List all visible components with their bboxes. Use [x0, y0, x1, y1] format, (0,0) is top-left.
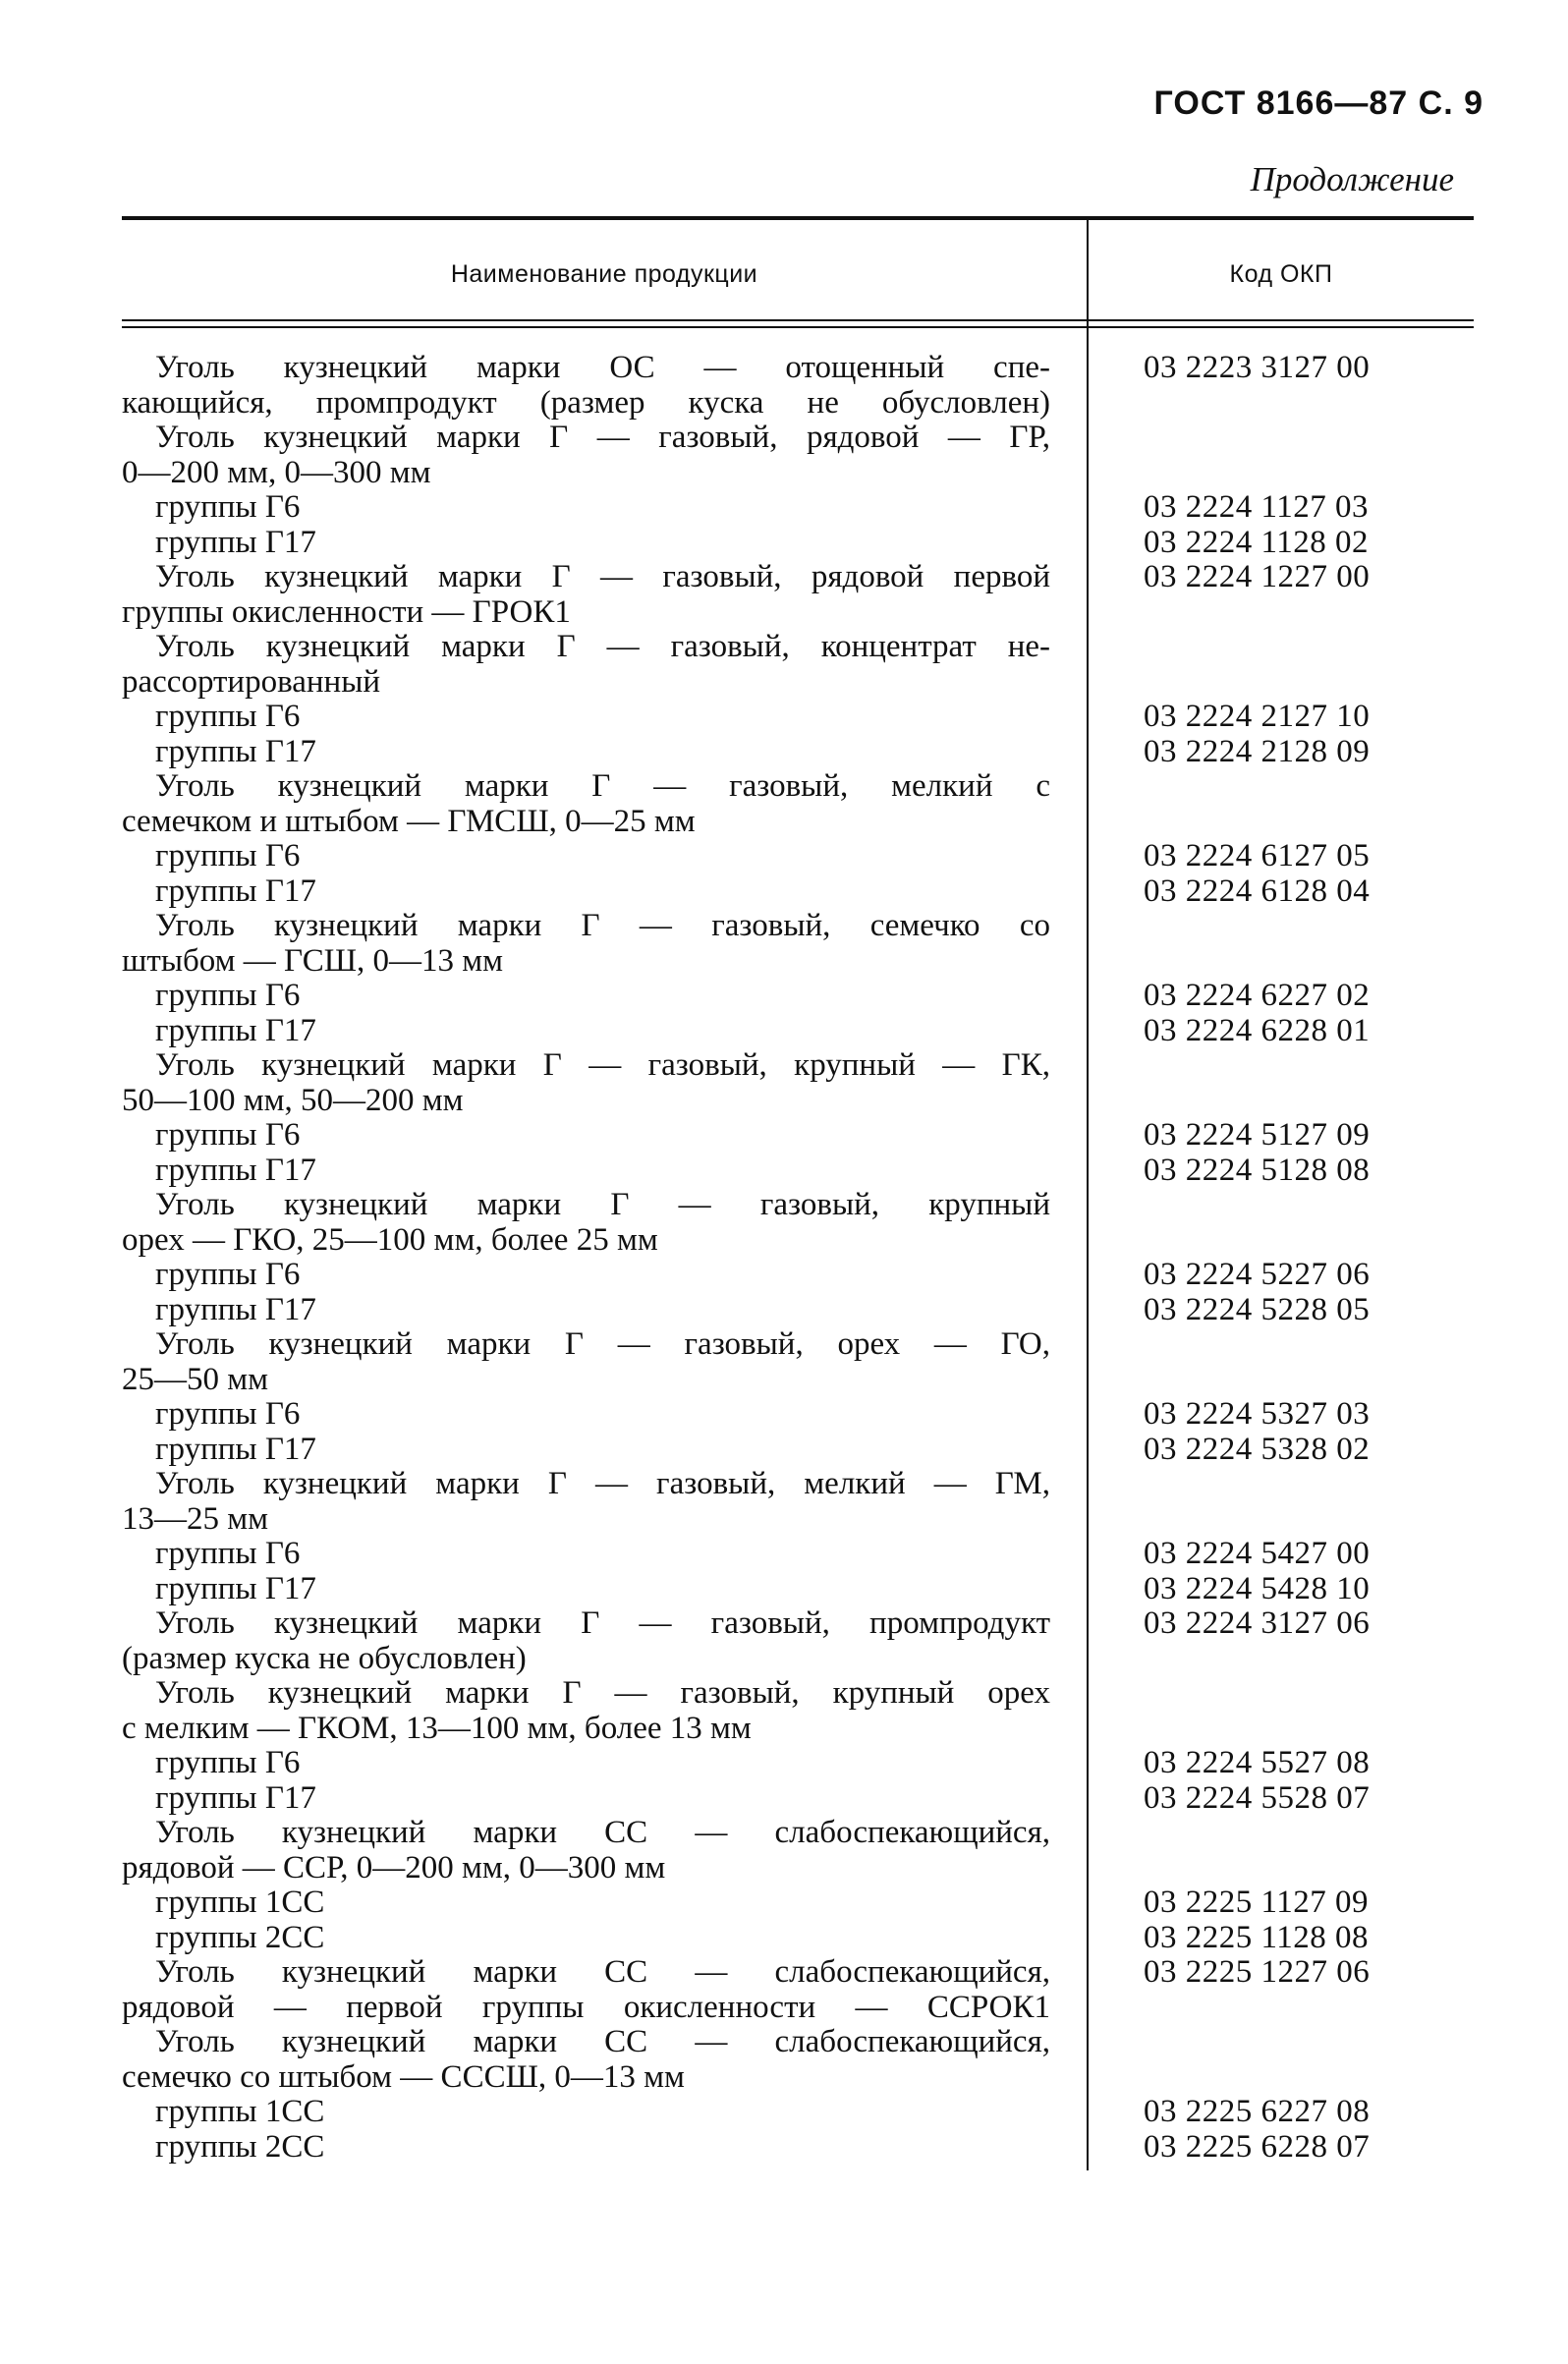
product-name-line: группы Г6	[155, 699, 301, 734]
okp-code: 03 2224 5127 09	[1144, 1117, 1371, 1153]
product-name-line: группы 2СС	[155, 1919, 325, 1955]
product-name-line: группы 1СС	[155, 2094, 325, 2129]
product-name-line: рядовой — ССР, 0—200 мм, 0—300 мм	[122, 1849, 666, 1886]
product-name-line: рассортированный	[122, 663, 381, 700]
column-header-code: Код ОКП	[1229, 260, 1333, 288]
product-name-line: с мелким — ГКОМ, 13—100 мм, более 13 мм	[122, 1710, 752, 1746]
okp-code: 03 2224 6127 05	[1144, 838, 1371, 873]
product-name-line: Уголь кузнецкий марки Г — газовый, мелкий — ГМ,	[155, 1466, 1050, 1501]
product-name-line: Уголь кузнецкий марки Г — газовый, крупный орех	[155, 1675, 1050, 1711]
product-name-line: Уголь кузнецкий марки Г — газовый, рядовой первой	[155, 559, 1050, 594]
table-header-rule	[122, 326, 1474, 328]
product-name-line: группы Г17	[155, 1291, 316, 1327]
okp-code: 03 2224 5327 03	[1144, 1396, 1371, 1432]
product-name-line: Уголь кузнецкий марки Г — газовый, промпродукт	[155, 1605, 1050, 1641]
table-header-rule	[122, 319, 1474, 321]
okp-code: 03 2224 5128 08	[1144, 1152, 1371, 1188]
product-name-line: Уголь кузнецкий марки СС — слабоспекающийся,	[155, 1815, 1050, 1850]
column-divider	[1087, 218, 1089, 2170]
product-name-line: 25—50 мм	[122, 1361, 269, 1397]
product-name-line: 50—100 мм, 50—200 мм	[122, 1082, 464, 1118]
okp-code: 03 2224 5427 00	[1144, 1536, 1371, 1571]
product-name-line: группы Г17	[155, 1431, 316, 1467]
product-name-line: группы окисленности — ГРОК1	[122, 593, 571, 630]
product-name-line: Уголь кузнецкий марки Г — газовый, крупный — ГК,	[155, 1047, 1050, 1083]
product-name-line: группы Г17	[155, 733, 316, 769]
product-name-line: группы Г17	[155, 524, 316, 560]
product-name-line: группы Г6	[155, 1536, 301, 1571]
okp-code: 03 2224 2127 10	[1144, 699, 1371, 734]
product-name-line: группы 2СС	[155, 2128, 325, 2165]
product-name-line: Уголь кузнецкий марки Г — газовый, семечко со	[155, 908, 1050, 943]
okp-code: 03 2224 5528 07	[1144, 1779, 1371, 1816]
okp-code: 03 2225 1227 06	[1144, 1954, 1371, 1990]
product-name-line: Уголь кузнецкий марки СС — слабоспекающийся,	[155, 1954, 1050, 1990]
product-name-line: семечком и штыбом — ГМСШ, 0—25 мм	[122, 803, 696, 839]
okp-code: 03 2224 5328 02	[1144, 1431, 1371, 1467]
okp-code: 03 2224 6128 04	[1144, 872, 1371, 909]
okp-code: 03 2225 1128 08	[1144, 1919, 1370, 1955]
okp-code: 03 2225 6227 08	[1144, 2094, 1371, 2129]
okp-code: 03 2224 5527 08	[1144, 1745, 1371, 1780]
product-name-line: орех — ГКО, 25—100 мм, более 25 мм	[122, 1221, 658, 1258]
okp-code: 03 2224 1127 03	[1144, 489, 1370, 525]
okp-code: 03 2224 5228 05	[1144, 1291, 1371, 1327]
product-name-line: группы Г17	[155, 872, 316, 909]
product-name-line: группы Г17	[155, 1779, 316, 1816]
product-name-line: группы Г17	[155, 1570, 316, 1606]
product-name-line: кающийся, промпродукт (размер куска не обусловлен)	[122, 384, 1050, 421]
okp-code: 03 2224 1227 00	[1144, 559, 1371, 594]
product-name-line: группы Г6	[155, 1257, 301, 1292]
okp-code: 03 2224 6227 02	[1144, 978, 1371, 1013]
product-name-line: группы Г6	[155, 1745, 301, 1780]
okp-code: 03 2224 5428 10	[1144, 1570, 1371, 1606]
product-name-line: Уголь кузнецкий марки Г — газовый, концентрат не-	[155, 629, 1050, 664]
product-name-line: группы Г17	[155, 1152, 316, 1188]
product-name-line: группы Г6	[155, 838, 301, 873]
product-name-line: группы Г17	[155, 1012, 316, 1048]
product-name-line: штыбом — ГСШ, 0—13 мм	[122, 942, 504, 979]
product-name-line: 13—25 мм	[122, 1500, 269, 1537]
product-name-line: Уголь кузнецкий марки ОС — отощенный спе-	[155, 350, 1050, 385]
page-header: ГОСТ 8166—87 С. 9	[1153, 84, 1484, 122]
product-name-line: Уголь кузнецкий марки Г — газовый, крупный	[155, 1187, 1050, 1222]
product-name-line: группы Г6	[155, 978, 301, 1013]
product-name-line: группы Г6	[155, 489, 301, 525]
product-name-line: семечко со штыбом — СССШ, 0—13 мм	[122, 2058, 685, 2095]
column-header-name: Наименование продукции	[450, 260, 758, 288]
product-name-line: группы 1СС	[155, 1885, 325, 1920]
product-name-line: группы Г6	[155, 1396, 301, 1432]
okp-code: 03 2224 6228 01	[1144, 1012, 1371, 1048]
product-name-line: Уголь кузнецкий марки Г — газовый, рядовой — ГР,	[155, 420, 1050, 455]
table-top-rule	[122, 216, 1474, 220]
okp-code: 03 2224 3127 06	[1144, 1605, 1371, 1641]
okp-code: 03 2225 1127 09	[1144, 1885, 1370, 1920]
okp-code: 03 2223 3127 00	[1144, 350, 1371, 385]
product-name-line: рядовой — первой группы окисленности — ССРОК1	[122, 1989, 1050, 2025]
product-name-line: Уголь кузнецкий марки Г — газовый, мелкий с	[155, 768, 1050, 804]
product-name-line: Уголь кузнецкий марки Г — газовый, орех — ГО,	[155, 1326, 1050, 1362]
okp-code: 03 2224 2128 09	[1144, 733, 1371, 769]
product-name-line: 0—200 мм, 0—300 мм	[122, 454, 431, 490]
okp-code: 03 2224 1128 02	[1144, 524, 1370, 560]
okp-code: 03 2225 6228 07	[1144, 2128, 1371, 2165]
okp-code: 03 2224 5227 06	[1144, 1257, 1371, 1292]
product-name-line: (размер куска не обусловлен)	[122, 1640, 527, 1676]
product-name-line: Уголь кузнецкий марки СС — слабоспекающийся,	[155, 2024, 1050, 2059]
continuation-label: Продолжение	[1250, 160, 1454, 198]
product-name-line: группы Г6	[155, 1117, 301, 1153]
